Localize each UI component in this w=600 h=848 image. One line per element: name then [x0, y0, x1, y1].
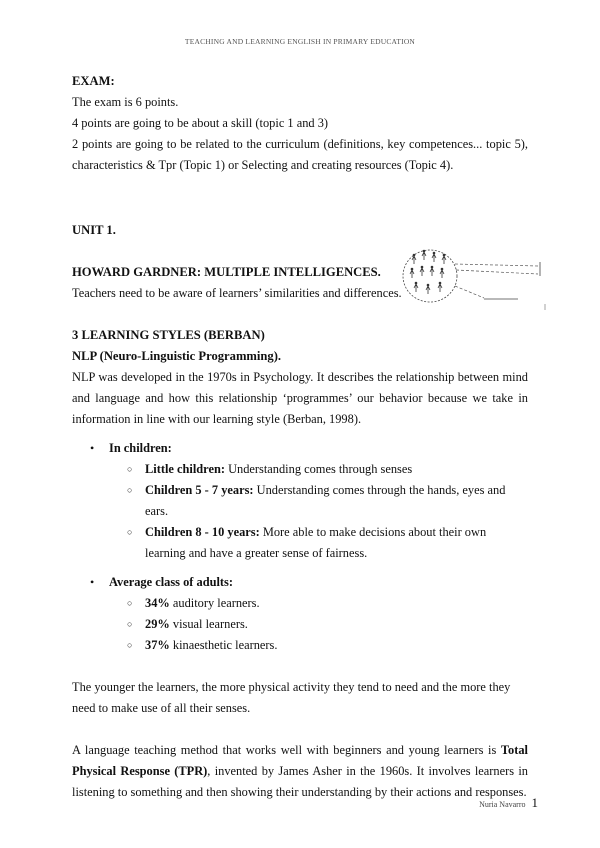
- tpr-text-after: , invented by James Asher in the 1960s. It involves learners in listening to something and then showing their understanding by their actions and responses.: [72, 764, 528, 799]
- item-bold: Little children:: [145, 462, 225, 476]
- nlp-text: NLP was developed in the 1970s in Psychology. It describes the relationship between mind and language and how this relationship ‘programmes’ our behavior because we take in information in line with our learning style (Berban, 1998).: [72, 370, 528, 426]
- item-text: More able to make decisions about their own learning and have a greater sense of fairness.: [145, 525, 487, 560]
- page-number: 1: [531, 795, 538, 810]
- item-bold: 37%: [145, 638, 170, 652]
- list-item: [109, 459, 528, 480]
- list-item: [72, 572, 528, 656]
- item-text: Understanding comes through the hands, eyes and ears.: [145, 483, 506, 518]
- item-text: kinaesthetic learners.: [169, 638, 278, 652]
- adults-label: Average class of adults:: [109, 575, 234, 589]
- item-bold: Children 5 - 7 years:: [145, 483, 254, 497]
- nlp-subtitle: NLP (Neuro-Linguistic Programming).: [72, 349, 282, 363]
- running-header: TEACHING AND LEARNING ENGLISH IN PRIMARY EDUCATION: [184, 37, 416, 46]
- item-bold: Children 8 - 10 years:: [145, 525, 260, 539]
- unit-title: UNIT 1.: [72, 223, 116, 237]
- list-item: [72, 438, 528, 564]
- younger-learners-text: The younger the learners, the more physical activity they tend to need and the more they need to make use of all their senses.: [72, 680, 511, 715]
- tpr-paragraph: [72, 740, 528, 803]
- tpr-text-before: A language teaching method that works well with beginners and young learners is: [72, 743, 501, 757]
- item-text: Understanding comes through senses: [224, 462, 413, 476]
- item-bold: 29%: [145, 617, 170, 631]
- item-text: visual learners.: [169, 617, 248, 631]
- exam-title: EXAM:: [72, 74, 115, 88]
- list-item: [109, 522, 528, 564]
- tpr-term: Total Physical Response (TPR): [72, 743, 528, 778]
- list-item: [109, 593, 528, 614]
- list-item: [109, 480, 528, 522]
- item-bold: 34%: [145, 596, 170, 610]
- gardner-title: HOWARD GARDNER: MULTIPLE INTELLIGENCES.: [72, 265, 381, 279]
- page-footer: [479, 795, 538, 811]
- footer-author: Nuria Navarro: [479, 800, 526, 809]
- exam-line: 2 points are going to be related to the curriculum (definitions, key competences... topic 5), characteristics & Tpr (Topic 1) or Selecting and creating resources (Topic 4).: [72, 137, 528, 172]
- list-item: [109, 614, 528, 635]
- multiple-intelligences-illustration: [400, 246, 548, 312]
- adults-list: [72, 572, 528, 656]
- learning-styles-title: 3 LEARNING STYLES (BERBAN): [72, 328, 265, 342]
- item-text: auditory learners.: [169, 596, 260, 610]
- gardner-text: Teachers need to be aware of learners’ similarities and differences.: [72, 286, 402, 300]
- exam-line: 4 points are going to be about a skill (topic 1 and 3): [72, 116, 329, 130]
- exam-line: The exam is 6 points.: [72, 95, 179, 109]
- list-item: [109, 635, 528, 656]
- children-list: [72, 438, 528, 564]
- children-label: In children:: [109, 441, 172, 455]
- document-body: [72, 71, 528, 803]
